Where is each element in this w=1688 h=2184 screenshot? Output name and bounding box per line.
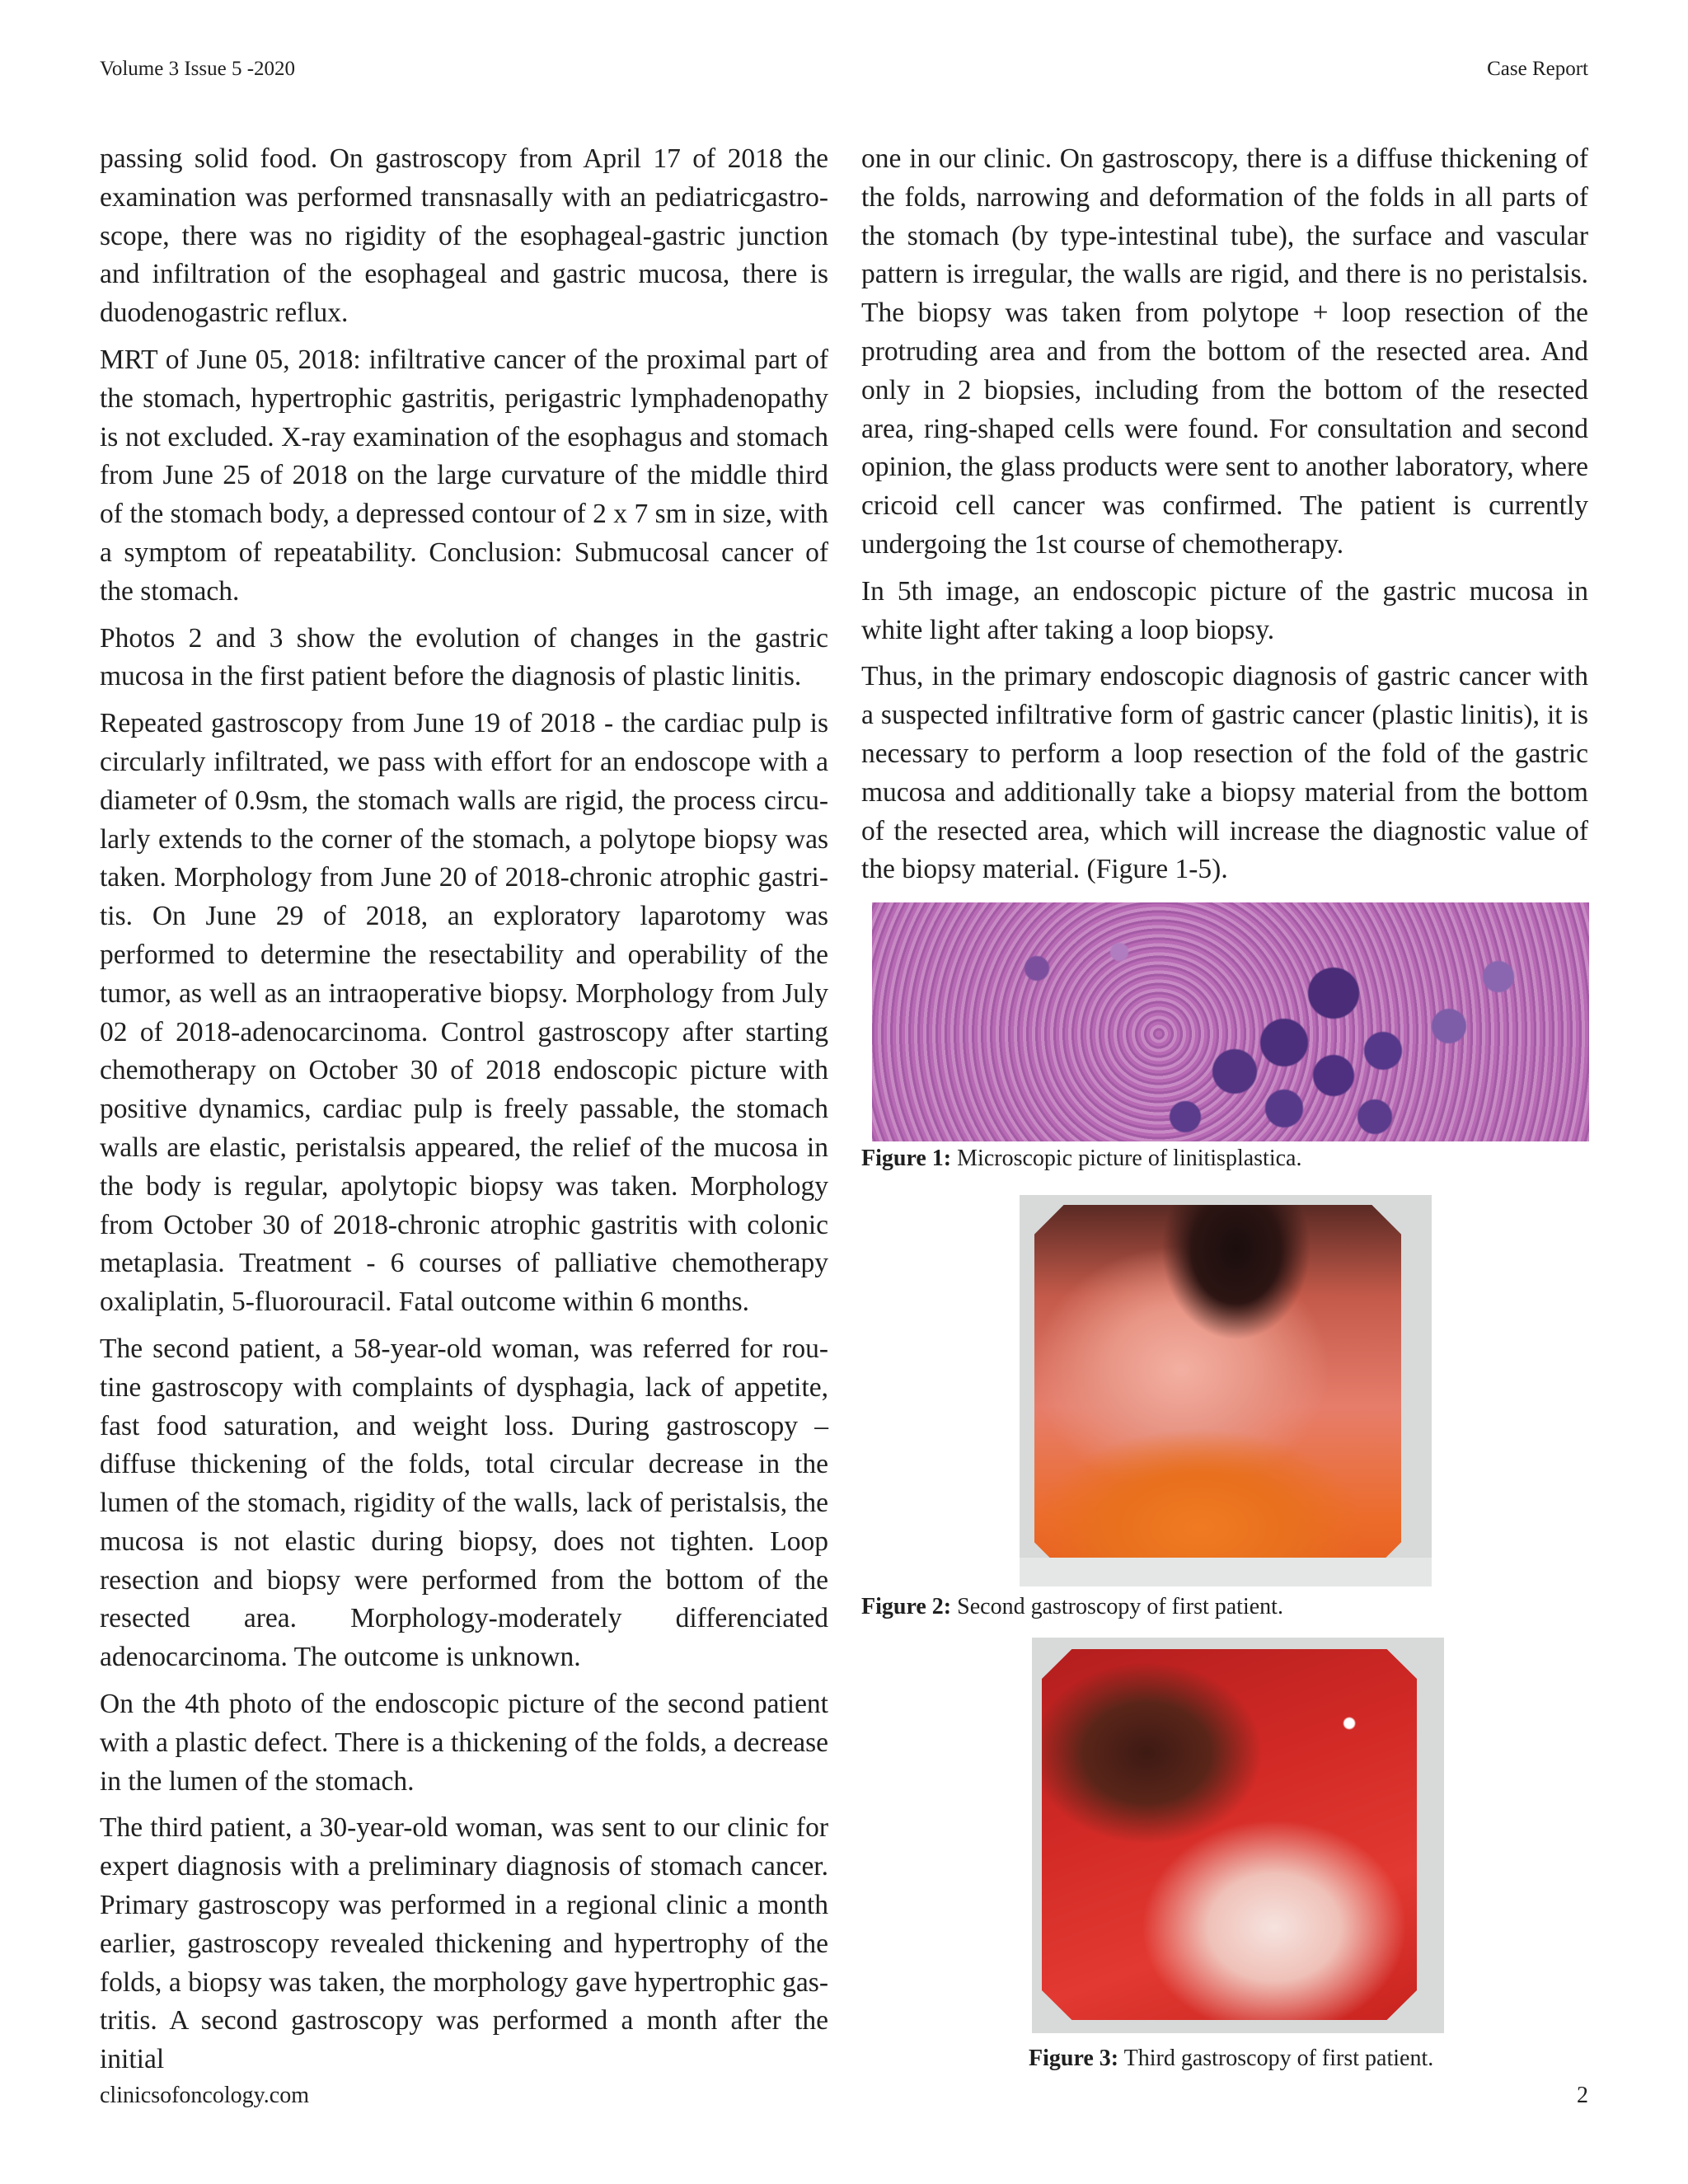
- figure-2-endoscopy-image: [1020, 1195, 1432, 1586]
- journal-volume: Volume 3 Issue 5 -2020: [100, 58, 296, 80]
- paragraph: The second patient, a 58-year-old woman, was referred for routine gastroscopy with complaints of dysphagia, lack of appetite, fast food saturation, and weight loss. During gastroscopy – diffuse thickening of the folds, total circular decrease in the lumen of the stomach, rigidity of the walls, lack of peristalsis, the mucosa is not elastic during biopsy, does not tighten. Loop resection and biopsy were performed from the bottom of the resected area. Morphology-moderately differenciated adenocarcinoma. The outcome is unknown.: [100, 1333, 828, 1673]
- figure-2-caption: [861, 1594, 1283, 1620]
- footer-website: clinicsofoncology.com: [100, 2083, 310, 2108]
- endoscopy-screen: [1034, 1205, 1401, 1572]
- figure-3-caption: [1029, 2046, 1433, 2072]
- figure-label: Figure 3:: [1029, 2046, 1119, 2071]
- endoscopy-screen: [1042, 1649, 1417, 2020]
- article-type: Case Report: [1487, 58, 1588, 80]
- monitor-bezel: [1020, 1558, 1432, 1586]
- paragraph: Thus, in the primary endoscopic diagnosis of gastric cancer with a suspected infiltrative form of gastric cancer (plastic linitis), it is necessary to perform a loop resection of the fold of the gastric mucosa and additionally take a biopsy material from the bottom of the resected area, which will increase the diagnostic value of the biopsy material. (Figure 1-5).: [861, 661, 1588, 885]
- left-column: [100, 140, 828, 2088]
- paragraph: passing solid food. On gastroscopy from April 17 of 2018 the examination was performed transnasally with an pediatricgastroscope, there was no rigidity of the esophageal-gastric junction and infiltration of the esophageal and gastric mucosa, there is duodenogastric reflux.: [100, 143, 828, 329]
- paragraph: Repeated gastroscopy from June 19 of 2018 - the cardiac pulp is circularly infiltrated, we pass with effort for an endoscope with a diameter of 0.9sm, the stomach walls are rigid, the process circularly extends to the corner of the stomach, a polytope biopsy was taken. Morphology from June 20 of 2018-chronic atrophic gastritis. On June 29 of 2018, an exploratory laparotomy was performed to determine the resectability and operability of the tumor, as well as an intraoperative biopsy. Morphology from July 02 of 2018-adenocarcinoma. Control gastroscopy after starting chemotherapy on October 30 of 2018 endoscopic picture with positive dynamics, cardiac pulp is freely passable, the stomach walls are elastic, peristalsis appeared, the relief of the mucosa in the body is regular, apolytopic biopsy was taken. Morphology from October 30 of 2018-chronic atrophic gastritis with colonic metaplasia. Treatment - 6 courses of palliative chemotherapy oxaliplatin, 5-fluorouracil. Fatal outcome within 6 months.: [100, 708, 828, 1318]
- page-number: 2: [1577, 2083, 1588, 2108]
- figure-label: Figure 1:: [861, 1146, 952, 1171]
- figure-1-caption: [861, 1146, 1301, 1172]
- paragraph: Photos 2 and 3 show the evolution of changes in the gastric mucosa in the first patient before the diagnosis of plastic linitis.: [100, 622, 828, 692]
- figure-caption-text: Microscopic picture of linitisplastica.: [957, 1146, 1302, 1171]
- paragraph: In 5th image, an endoscopic picture of the gastric mucosa in white light after taking a loop biopsy.: [861, 575, 1588, 645]
- paragraph: one in our clinic. On gastroscopy, there is a diffuse thickening of the folds, narrowing and deformation of the folds in all parts of the stomach (by type-intestinal tube), the surface and vascular pattern is irregular, the walls are rigid, and there is no peristalsis. The biopsy was taken from polytope + loop resection of the protruding area and from the bottom of the resected area. And only in 2 biopsies, including from the bottom of the resected area, ring-shaped cells were found. For consultation and second opinion, the glass products were sent to another laboratory, where cricoid cell cancer was confirmed. The patient is currently undergoing the 1st course of chemotherapy.: [861, 143, 1588, 560]
- paragraph: On the 4th photo of the endoscopic picture of the second patient with a plastic defect. There is a thickening of the folds, a decrease in the lumen of the stomach.: [100, 1689, 828, 1797]
- page-header: [100, 58, 1588, 91]
- paragraph: The third patient, a 30-year-old woman, was sent to our clinic for expert diagnosis with a preliminary diagnosis of stomach cancer. Primary gastroscopy was performed in a regional clinic a month earlier, gastroscopy revealed thickening and hypertrophy of the folds, a biopsy was taken, the morphology gave hypertrophic gastritis. A second gastroscopy was performed a month after the initial: [100, 1812, 828, 2075]
- figure-caption-text: Third gastroscopy of first patient.: [1123, 2046, 1434, 2071]
- right-column: [861, 140, 1588, 898]
- figure-1-micrograph: [872, 902, 1589, 1141]
- paragraph: MRT of June 05, 2018: infiltrative cancer of the proximal part of the stomach, hypertrophic gastritis, perigastric lymphadenopathy is not excluded. X-ray examination of the esophagus and stomach from June 25 of 2018 on the large curvature of the middle third of the stomach body, a depressed contour of 2 x 7 sm in size, with a symptom of repeatability. Conclusion: Submucosal cancer of the stomach.: [100, 344, 828, 607]
- figure-caption-text: Second gastroscopy of first patient.: [957, 1594, 1283, 1619]
- figure-3-endoscopy-image: [1032, 1638, 1444, 2033]
- figure-label: Figure 2:: [861, 1594, 952, 1619]
